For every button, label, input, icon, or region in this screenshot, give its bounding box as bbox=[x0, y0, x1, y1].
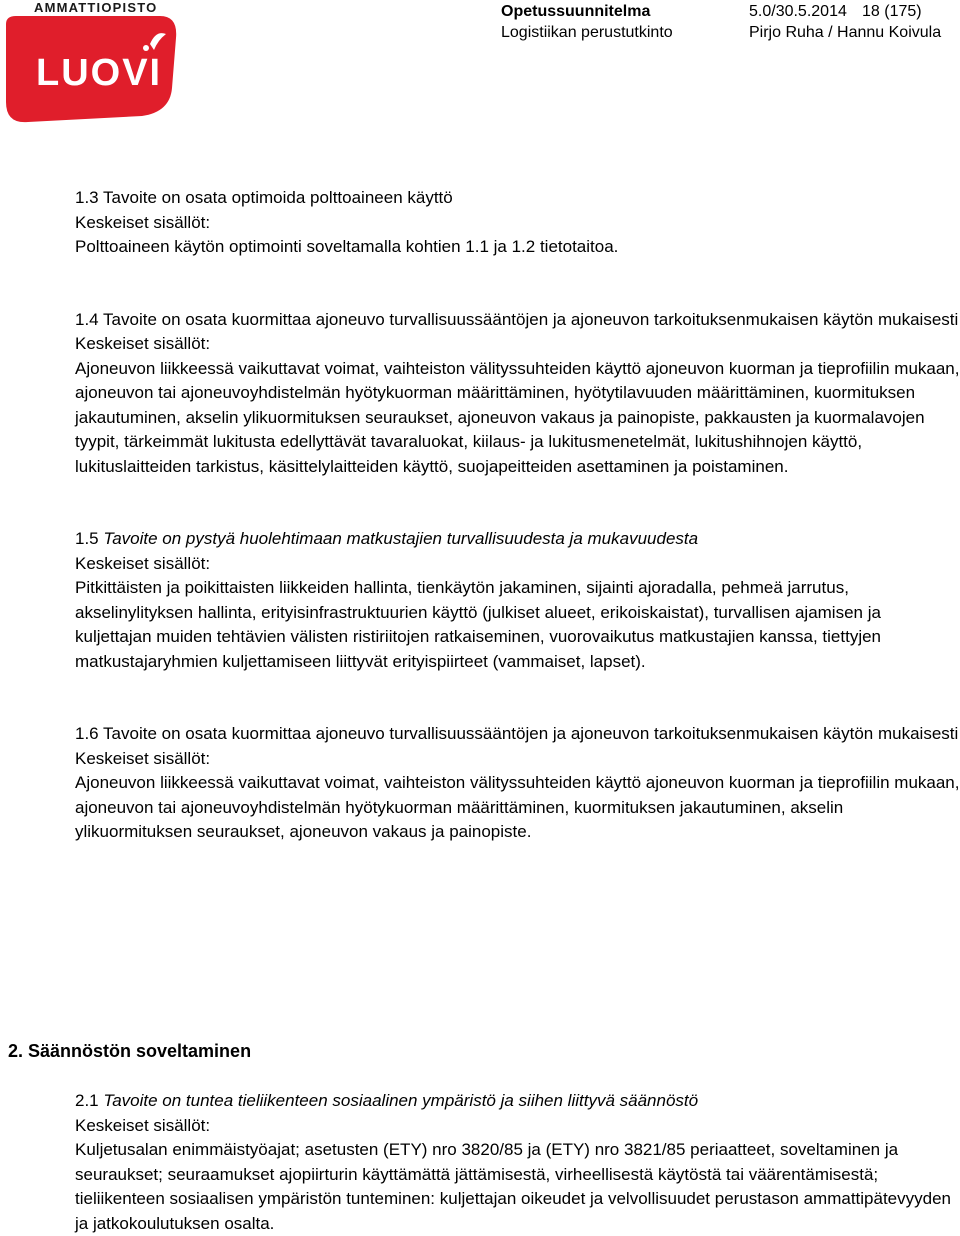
section-title: Tavoite on tuntea tieliikenteen sosiaalinen ympäristö ja siihen liittyvä säännöstö bbox=[98, 1091, 699, 1110]
section-number: 1.5 bbox=[75, 529, 99, 548]
section-body: Ajoneuvon liikkeessä vaikuttavat voimat, vaihteiston välityssuhteiden käyttö ajoneuvon kuorman ja tieprofiilin mukaan, ajoneuvon tai ajoneuvoyhdistelmän hyötykuorman määrittäminen, hyötytilavuuden määrittäminen, kuormituksen jakautuminen, akselin ylikuormituksen seuraukset, ajoneuvon vakaus ja painopiste, pakkausten ja kuormalavojen tyypit, tärkeimmät lukitusta edellyttävät tavaraluokat, kiilaus- ja lukitusmenetelmät, lukitushihnojen käyttö, lukituslaitteiden tarkistus, käsittelylaitteiden käyttö, suojapeitteiden asettaminen ja poistaminen. bbox=[75, 358, 960, 476]
chapter-heading: 2. Säännöstön soveltaminen bbox=[8, 1041, 252, 1061]
section-number: 1.4 bbox=[75, 309, 99, 329]
section-heading bbox=[75, 527, 960, 552]
section-label: Keskeiset sisällöt: bbox=[75, 748, 211, 768]
section-body: Ajoneuvon liikkeessä vaikuttavat voimat, vaihteiston välityssuhteiden käyttö ajoneuvon kuorman ja tieprofiilin mukaan, ajoneuvon tai ajoneuvoyhdistelmän hyötykuorman määrittäminen, kuormituksen jakautuminen, akselin ylikuormituksen seuraukset, ajoneuvon vakaus ja painopiste. bbox=[75, 773, 960, 841]
section-1-6 bbox=[75, 722, 960, 845]
doc-subtitle: Logistiikan perustutkinto bbox=[501, 24, 673, 41]
logo-wordmark: LUOVI bbox=[36, 52, 163, 94]
main-content bbox=[75, 186, 960, 893]
section-number: 1.6 bbox=[75, 724, 99, 743]
section-heading bbox=[75, 1089, 960, 1114]
doc-version: 5.0/30.5.2014 bbox=[749, 3, 847, 20]
section-title: Tavoite on pystyä huolehtimaan matkustajien turvallisuudesta ja mukavuudesta bbox=[98, 529, 699, 548]
section-number: 2.1 bbox=[75, 1091, 99, 1110]
doc-authors: Pirjo Ruha / Hannu Koivula bbox=[749, 24, 942, 41]
section-1-4 bbox=[75, 308, 960, 480]
section-1-3 bbox=[75, 186, 960, 260]
section-label: Keskeiset sisällöt: bbox=[75, 1115, 211, 1135]
section-title: Tavoite on osata kuormittaa ajoneuvo turvallisuussääntöjen ja ajoneuvon tarkoituksenmukaisen käytön mukaisesti bbox=[98, 309, 959, 329]
section-heading bbox=[75, 722, 960, 747]
luovi-logo bbox=[0, 0, 185, 125]
section-heading bbox=[75, 308, 960, 333]
section-title: Tavoite on osata optimoida polttoaineen käyttö bbox=[98, 188, 453, 207]
section-label: Keskeiset sisällöt: bbox=[75, 553, 211, 573]
section-title: Tavoite on osata kuormittaa ajoneuvo turvallisuussääntöjen ja ajoneuvon tarkoituksenmukaisen käytön mukaisesti bbox=[98, 724, 959, 743]
doc-title: Opetussuunnitelma bbox=[501, 3, 651, 20]
logo-org-text: AMMATTIOPISTO bbox=[34, 0, 158, 15]
section-2-1 bbox=[75, 1089, 960, 1236]
section-body: Kuljetusalan enimmäistyöajat; asetusten (ETY) nro 3820/85 ja (ETY) nro 3821/85 periaatteet, soveltaminen ja seuraukset; seuraamukset ajopiirturin käyttämättä jättämisestä, virheellisestä käytöstä tai väärentämisestä; tieliikenteen sosiaalisen ympäristön tunteminen: kuljettajan oikeudet ja velvollisuudet perustason ammattipätevyyden ja jatkokoulutuksen osalta. bbox=[75, 1140, 951, 1233]
section-1-5 bbox=[75, 527, 960, 674]
section-number: 1.3 bbox=[75, 188, 99, 207]
section-body: Polttoaineen käytön optimointi soveltamalla kohtien 1.1 ja 1.2 tietotaitoa. bbox=[75, 237, 619, 256]
page-number: 18 (175) bbox=[862, 3, 922, 20]
section-label: Keskeiset sisällöt: bbox=[75, 334, 211, 353]
section-label: Keskeiset sisällöt: bbox=[75, 212, 211, 232]
section-body: Pitkittäisten ja poikittaisten liikkeiden hallinta, tienkäytön jakaminen, sijainti ajoradalla, pehmeä jarrutus, akselinylityksen hallinta, erityisinfrastruktuurien käyttö (julkiset alueet, erikoiskaistat), turvallisen ajamisen ja kuljettajan muiden tehtävien välisten ristiriitojen ratkaiseminen, vuorovaikutus matkustajien kanssa, tiettyjen matkustajaryhmien kuljettamiseen liittyvät erityispiirteet (vammaiset, lapset). bbox=[75, 578, 882, 671]
section-heading bbox=[75, 186, 960, 211]
